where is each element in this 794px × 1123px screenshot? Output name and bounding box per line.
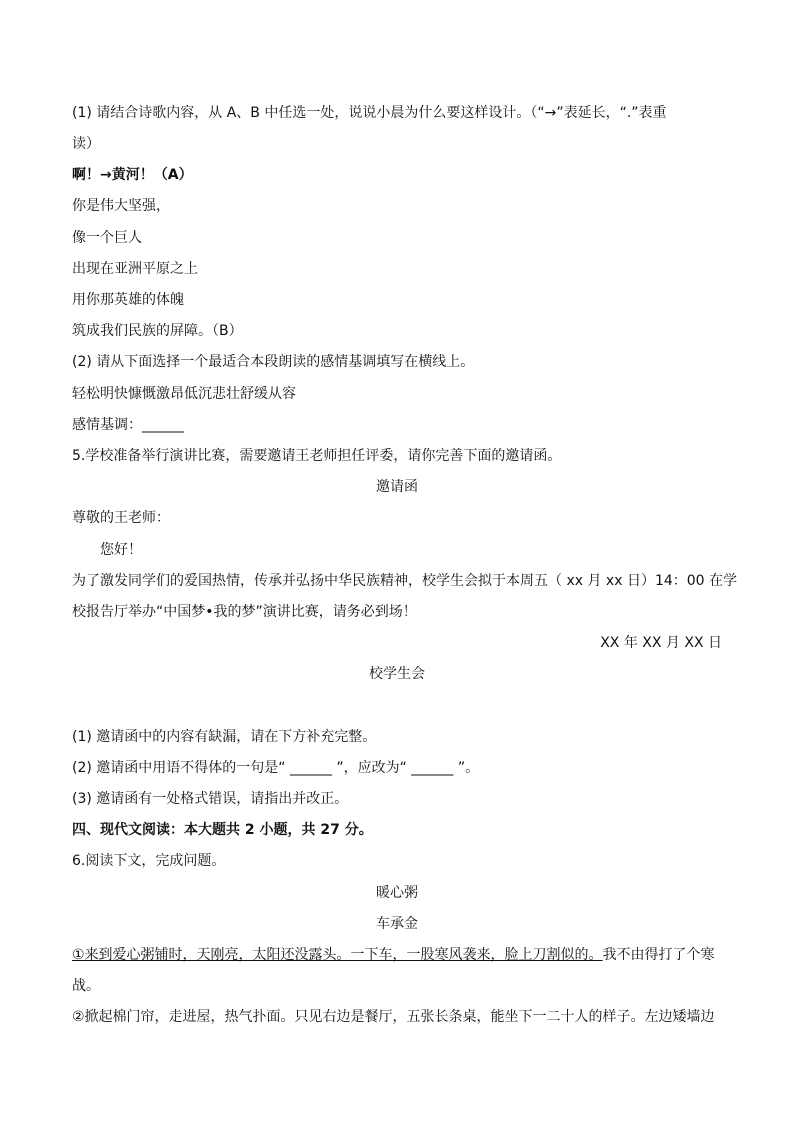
question-6: 6.阅读下文，完成问题。 (72, 853, 226, 869)
poem-line-4: 出现在亚洲平原之上 (72, 261, 198, 277)
letter-body-line-2: 校报告厅举办“中国梦•我的梦”演讲比赛，请务必到场！ (72, 604, 417, 620)
paragraph-1-rest-text: 我不由得打了个寒 (602, 947, 715, 963)
article-author: 车承金 (376, 916, 418, 932)
poem-line-1: 啊！→黄河！（A） (72, 167, 193, 183)
tone-options: 轻松明快慷慨激昂低沉悲壮舒缓从容 (72, 386, 296, 402)
question-5-2: (2) 邀请函中用语不得体的一句是“ ______ ”，应改为“ ______ ”。 (72, 760, 480, 776)
question-4-1-line-2: 读） (72, 136, 100, 152)
article-title: 暖心粥 (376, 885, 418, 901)
poem-line-5: 用你那英雄的体魄 (72, 292, 184, 308)
paragraph-1-line-2: 战。 (72, 978, 100, 994)
question-4-2: (2) 请从下面选择一个最适合本段朗读的感情基调填写在横线上。 (72, 354, 475, 370)
paragraph-1-line-1 (72, 945, 722, 965)
letter-body-line-1: 为了激发同学们的爱国热情，传承并弘扬中华民族精神，校学生会拟于本周五（ xx 月 xx 日）14：00 在学 (72, 573, 738, 589)
question-5: 5.学校准备举行演讲比赛，需要邀请王老师担任评委，请你完善下面的邀请函。 (72, 448, 562, 464)
poem-line-2: 你是伟大坚强， (72, 198, 170, 214)
tone-answer-line: 感情基调：______ (72, 417, 184, 433)
letter-title: 邀请函 (376, 479, 418, 495)
letter-signature: 校学生会 (369, 666, 425, 682)
question-5-3: (3) 邀请函有一处格式错误，请指出并改正。 (72, 791, 349, 807)
letter-greeting: 您好！ (100, 542, 142, 558)
question-4-1-line-1: (1) 请结合诗歌内容，从 A、B 中任选一处，说说小晨为什么要这样设计。（“→”表延长，“.”表重 (72, 105, 667, 121)
poem-line-6: 筑成我们民族的屏障。（B） (72, 323, 243, 339)
question-5-1: (1) 邀请函中的内容有缺漏，请在下方补充完整。 (72, 729, 377, 745)
poem-line-3: 像一个巨人 (72, 230, 142, 246)
letter-salutation: 尊敬的王老师： (72, 510, 170, 526)
paragraph-2-line-1: ②掀起棉门帘，走进屋，热气扑面。只见右边是餐厅，五张长条桌，能坐下一二十人的样子。左边矮墙边 (72, 1009, 715, 1025)
section-4-heading: 四、现代文阅读：本大题共 2 小题，共 27 分。 (72, 822, 373, 838)
paragraph-1-underlined-text: ①来到爱心粥铺时，天刚亮，太阳还没露头。一下车，一股寒风袭来，脸上刀割似的。 (72, 947, 603, 963)
letter-date: XX 年 XX 月 XX 日 (600, 635, 722, 651)
